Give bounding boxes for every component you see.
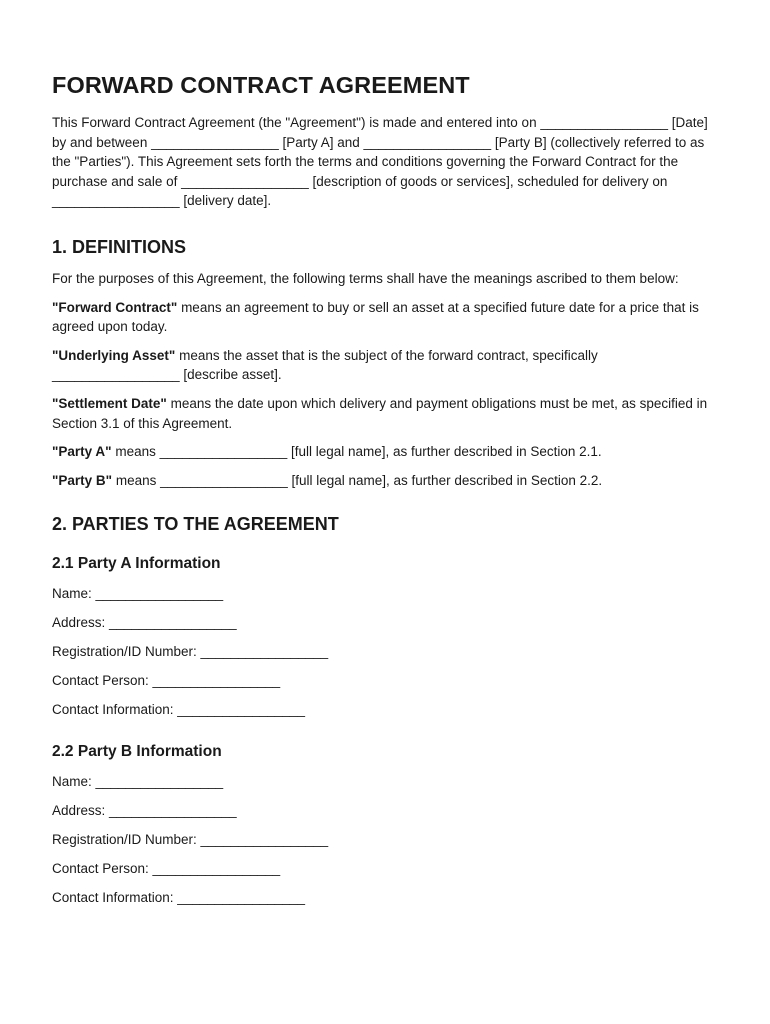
party-b-contact-info-field: Contact Information: _________________ xyxy=(52,889,305,905)
party-a-registration-field: Registration/ID Number: _________________ xyxy=(52,644,329,660)
party-a-address-field: Address: _________________ xyxy=(52,615,237,631)
party-a-name-field: Name: _________________ xyxy=(52,586,224,602)
definition-party-a xyxy=(52,442,722,462)
party-b-contact-person-field: Contact Person: _________________ xyxy=(52,860,281,876)
subsection-heading-party-a: 2.1 Party A Information xyxy=(52,555,221,573)
definition-text: means an agreement to buy or sell an asset at a specified future date for a price that is agreed upon today. xyxy=(52,299,699,335)
document-title: FORWARD CONTRACT AGREEMENT xyxy=(52,72,470,98)
definition-text: means the asset that is the subject of the forward contract, specifically _________________ [describe asset]. xyxy=(52,347,598,383)
subsection-heading-party-b: 2.2 Party B Information xyxy=(52,742,222,760)
party-b-address-field: Address: _________________ xyxy=(52,802,237,818)
intro-paragraph: This Forward Contract Agreement (the "Agreement") is made and entered into on _________________ [Date] by and between _________________ [Party A] and _________________ [Party B] (collectively referred to as the "Parties"). This Agreement sets forth the terms and conditions governing the Forward Contract for the purchase and sale of _________________ [description of goods or services], scheduled for delivery on _________________ [delivery date]. xyxy=(52,115,708,209)
document-page xyxy=(52,70,722,917)
definition-text: means the date upon which delivery and payment obligations must be met, as specified in Section 3.1 of this Agreement. xyxy=(52,395,708,431)
definition-underlying-asset xyxy=(52,346,722,385)
definition-term: "Party A" xyxy=(52,444,112,460)
definition-term: "Forward Contract" xyxy=(52,299,178,315)
definition-party-b xyxy=(52,471,722,491)
definitions-lead: For the purposes of this Agreement, the following terms shall have the meanings ascribed to them below: xyxy=(52,270,679,286)
party-a-contact-info-field: Contact Information: _________________ xyxy=(52,702,305,718)
section-heading-parties: 2. PARTIES TO THE AGREEMENT xyxy=(52,514,339,535)
definition-settlement-date xyxy=(52,394,722,433)
party-b-registration-field: Registration/ID Number: _________________ xyxy=(52,831,329,847)
definition-text: means _________________ [full legal name], as further described in Section 2.2. xyxy=(112,472,603,488)
definition-term: "Underlying Asset" xyxy=(52,347,176,363)
definition-forward-contract xyxy=(52,298,722,337)
party-a-contact-person-field: Contact Person: _________________ xyxy=(52,673,281,689)
definition-term: "Settlement Date" xyxy=(52,395,167,411)
definition-term: "Party B" xyxy=(52,472,113,488)
party-b-name-field: Name: _________________ xyxy=(52,773,224,789)
definition-text: means _________________ [full legal name], as further described in Section 2.1. xyxy=(111,444,602,460)
section-heading-definitions: 1. DEFINITIONS xyxy=(52,236,187,257)
